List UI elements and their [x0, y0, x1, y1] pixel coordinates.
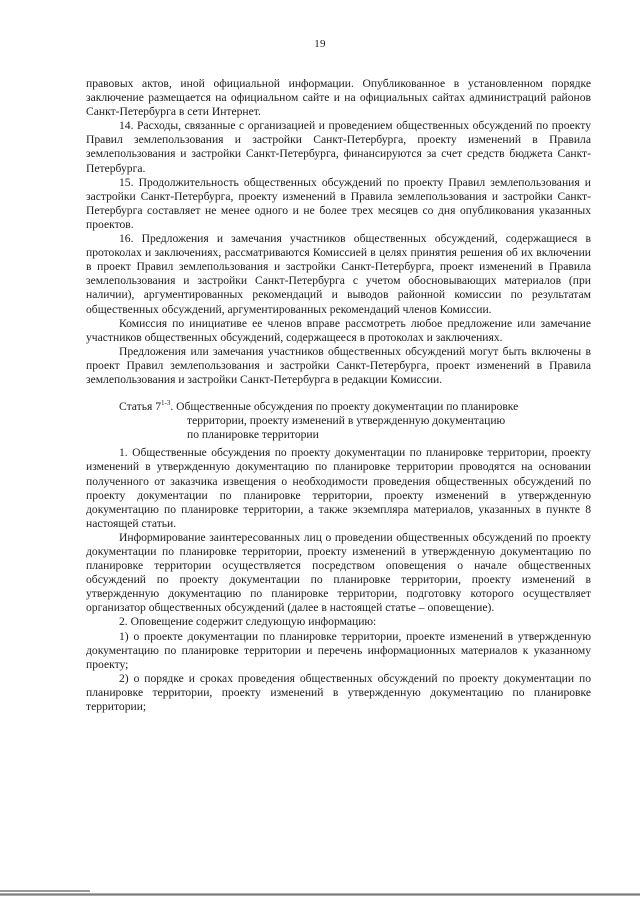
paragraph-item-2: 2. Оповещение содержит следующую информацию:: [119, 615, 377, 629]
page-number: 19: [314, 38, 326, 50]
paragraph: Комиссия по инициативе ее членов вправе рассмотреть любое предложение или замечание участников общественных обсуждений, содержащееся в протоколах и заключениях.: [86, 316, 591, 344]
article-title-line-2: территории, проекту изменений в утвержденную документацию: [187, 414, 506, 428]
list-item-1: 1) о проекте документации по планировке территории, проекте изменений в утвержденную документацию по планировке территории и перечень информационных материалов к указанному проекту;: [86, 629, 591, 671]
paragraph-item-14: 14. Расходы, связанные с организацией и проведением общественных обсуждений по проекту Правил землепользования и застройки Санкт-Петербурга, проекту изменений в Правила землепользования и застройки Санкт-Петербурга, финансируются за счет средств бюджета Санкт-Петербурга.: [86, 119, 591, 175]
document-body: [86, 77, 591, 714]
list-item-2: 2) о порядке и сроках проведения общественных обсуждений по проекту документации по планировке территории, проекту изменений в утвержденную документацию по планировке территории;: [86, 671, 591, 714]
paragraph: Предложения или замечания участников общественных обсуждений могут быть включены в проект Правил землепользования и застройки Санкт-Петербурга, проект изменений в Правила землепользования и застройки Санкт-Петербурга в редакции Комиссии.: [86, 344, 591, 386]
article-heading: [86, 400, 591, 442]
article-title-line-1: . Общественные обсуждения по проекту документации по планировке: [170, 400, 519, 414]
paragraph-item-16: 16. Предложения и замечания участников общественных обсуждений, содержащиеся в протоколах и заключениях, рассматриваются Комиссией в целях принятия решения об их включении в проект Правил землепользования и застройки Санкт-Петербурга, проект изменений в Правила землепользования и застройки Санкт-Петербурга с учетом обосновывающих материалов (при наличии), аргументированных рекомендаций и выводов районной комиссии по результатам общественных обсуждений, аргументированных рекомендаций членов Комиссии.: [86, 232, 591, 316]
scan-edge-mark: [0, 890, 90, 892]
paragraph-item-15: 15. Продолжительность общественных обсуждений по проекту Правил землепользования и застройки Санкт-Петербурга, проекту изменений в Правила землепользования и застройки Санкт-Петербурга составляет не менее одного и не более трех месяцев со дня опубликования указанных проектов.: [86, 175, 591, 231]
scan-bottom-edge: [0, 893, 640, 896]
article-prefix: Статья 7: [119, 400, 162, 414]
paragraph: Информирование заинтересованных лиц о проведении общественных обсуждений по проекту документации по планировке территории, проекту изменений в утвержденную документацию по планировке территории осуществляется посредством оповещения о начале общественных обсуждений по проекту документации по планировке территории, проекту изменений в утвержденную документацию по планировке территории, подготовку которого осуществляет организатор общественных обсуждений (далее в настоящей статье – оповещение).: [86, 530, 591, 615]
paragraph: правовых актов, иной официальной информации. Опубликованное в установленном порядке заключение размещается на официальном сайте и на официальных сайтах администраций районов Санкт-Петербурга в сети Интернет.: [86, 77, 591, 119]
article-superscript: 1-3: [161, 399, 171, 408]
article-title-line-3: по планировке территории: [187, 428, 319, 442]
paragraph-item-1: 1. Общественные обсуждения по проекту документации по планировке территории, проекту изменений в утвержденную документацию по планировке территории проводятся на основании полученного от заказчика извещения о необходимости проведения общественных обсуждений по проекту документации по планировке территории, проекту изменений в утвержденную документацию по планировке территории, а также экземпляра материалов, указанных в пункте 8 настоящей статьи.: [86, 446, 591, 530]
article-heading-line-1: [119, 400, 591, 414]
